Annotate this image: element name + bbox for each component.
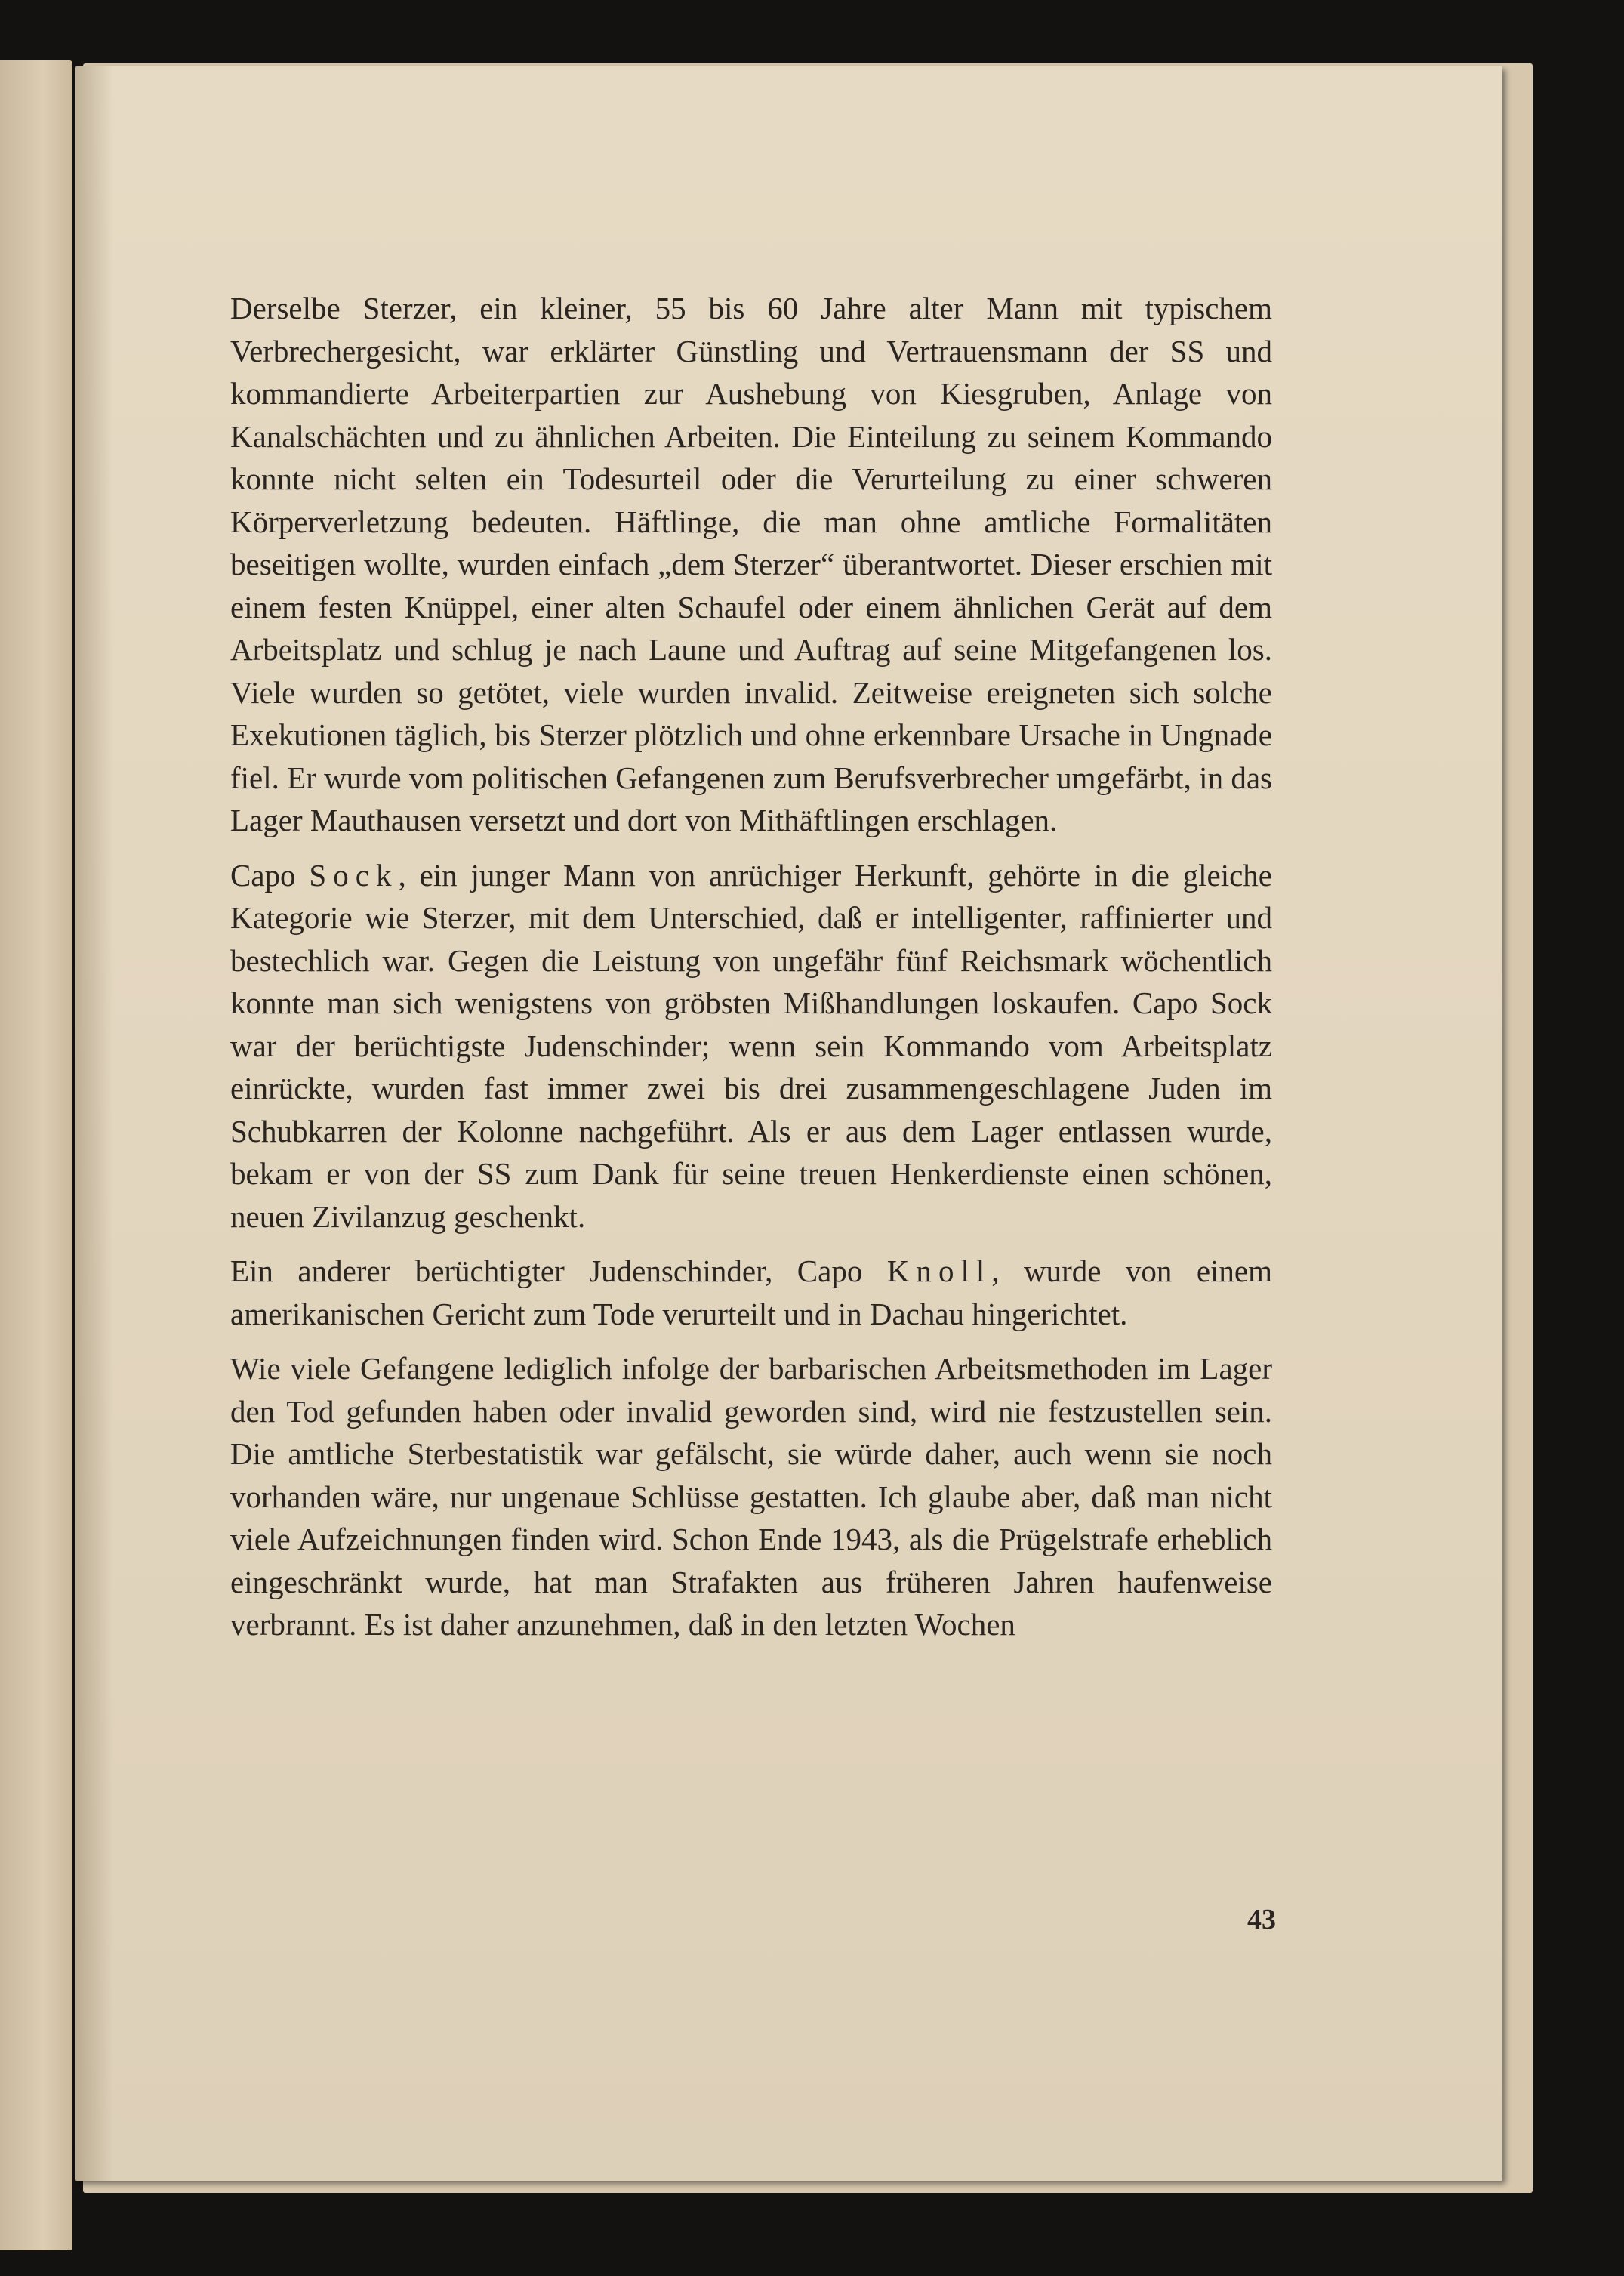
paragraph-text: , wurde von einem amerikanischen Gericht zum Tode verurteilt und in Dachau hingerichtet. <box>230 1254 1272 1331</box>
paragraph-text: Ein anderer berüchtigter Judenschinder, Capo <box>230 1254 887 1288</box>
paragraph-text: Wie viele Gefangene lediglich infolge der barbarischen Arbeitsmethoden im Lager den Tod gefunden haben oder invalid geworden sind, wird nie festzustellen sein. Die amtliche Sterbestatistik war gefälscht, sie würde daher, auch wenn sie noch vorhanden wäre, nur ungenaue Schlüsse gestatten. Ich glaube aber, daß man nicht viele Aufzeichnungen finden wird. Schon Ende 1943, als die Prügelstrafe erheblich eingeschränkt wurde, hat man Strafakten aus früheren Jahren haufenweise verbrannt. Es ist daher anzunehmen, daß in den letzten Wochen <box>230 1351 1272 1642</box>
spaced-name-knoll: Knoll <box>886 1254 992 1288</box>
paragraph-text: Capo <box>230 857 310 893</box>
paragraph-text: Derselbe Sterzer, ein kleiner, 55 bis 60 Jahre alter Mann mit typischem Verbrechergesicht, war erklärter Günstling und Vertrauensmann der SS und kommandierte Arbeiterpartien zur Aushebung von Kiesgruben, Anlage von Kanalschächten und zu ähnlichen Arbeiten. Die Einteilung zu seinem Kommando konnte nicht selten ein Todesurteil oder die Verurteilung zu einer schweren Körperverletzung bedeuten. Häftlinge, die man ohne amtliche Formalitäten beseitigen wollte, wurden einfach „dem Sterzer“ überantwortet. Dieser erschien mit einem festen Knüppel, einer alten Schaufel oder einem ähnlichen Gerät auf dem Arbeitsplatz und schlug je nach Laune und Auftrag auf seine Mitgefangenen los. Viele wurden so getötet, viele wurden invalid. Zeitweise ereigneten sich solche Exekutionen täglich, bis Sterzer plötzlich und ohne erkennbare Ursache in Ungnade fiel. Er wurde vom politischen Gefangenen zum Berufsverbrecher umgefärbt, in das Lager Mauthausen versetzt und dort von Mithäftlingen erschlagen. <box>230 291 1272 837</box>
paragraph-statistics <box>230 1347 1272 1646</box>
previous-page-edge <box>0 60 72 2250</box>
paragraph-sock <box>230 854 1272 1238</box>
paragraph-sterzer <box>230 287 1272 842</box>
spaced-name-sock: Sock <box>309 857 399 893</box>
body-text <box>230 287 1272 1658</box>
paragraph-knoll <box>230 1250 1272 1335</box>
page-number: 43 <box>1247 1904 1276 1935</box>
page-gutter-shadow <box>75 66 113 2181</box>
paragraph-text: , ein junger Mann von anrüchiger Herkunft, gehörte in die gleiche Kategorie wie Sterzer, mit dem Unterschied, daß er intelligenter, raffinierter und bestechlich war. Gegen die Leistung von ungefähr fünf Reichsmark wöchentlich konnte man sich wenigstens von gröbsten Mißhandlungen loskaufen. Capo Sock war der berüchtigste Judenschinder; wenn sein Kommando vom Arbeitsplatz einrückte, wurden fast immer zwei bis drei zusammengeschlagene Juden im Schubkarren der Kolonne nachgeführt. Als er aus dem Lager entlassen wurde, bekam er von der SS zum Dank für seine treuen Henkerdienste einen schönen, neuen Zivilanzug geschenkt. <box>230 857 1272 1234</box>
